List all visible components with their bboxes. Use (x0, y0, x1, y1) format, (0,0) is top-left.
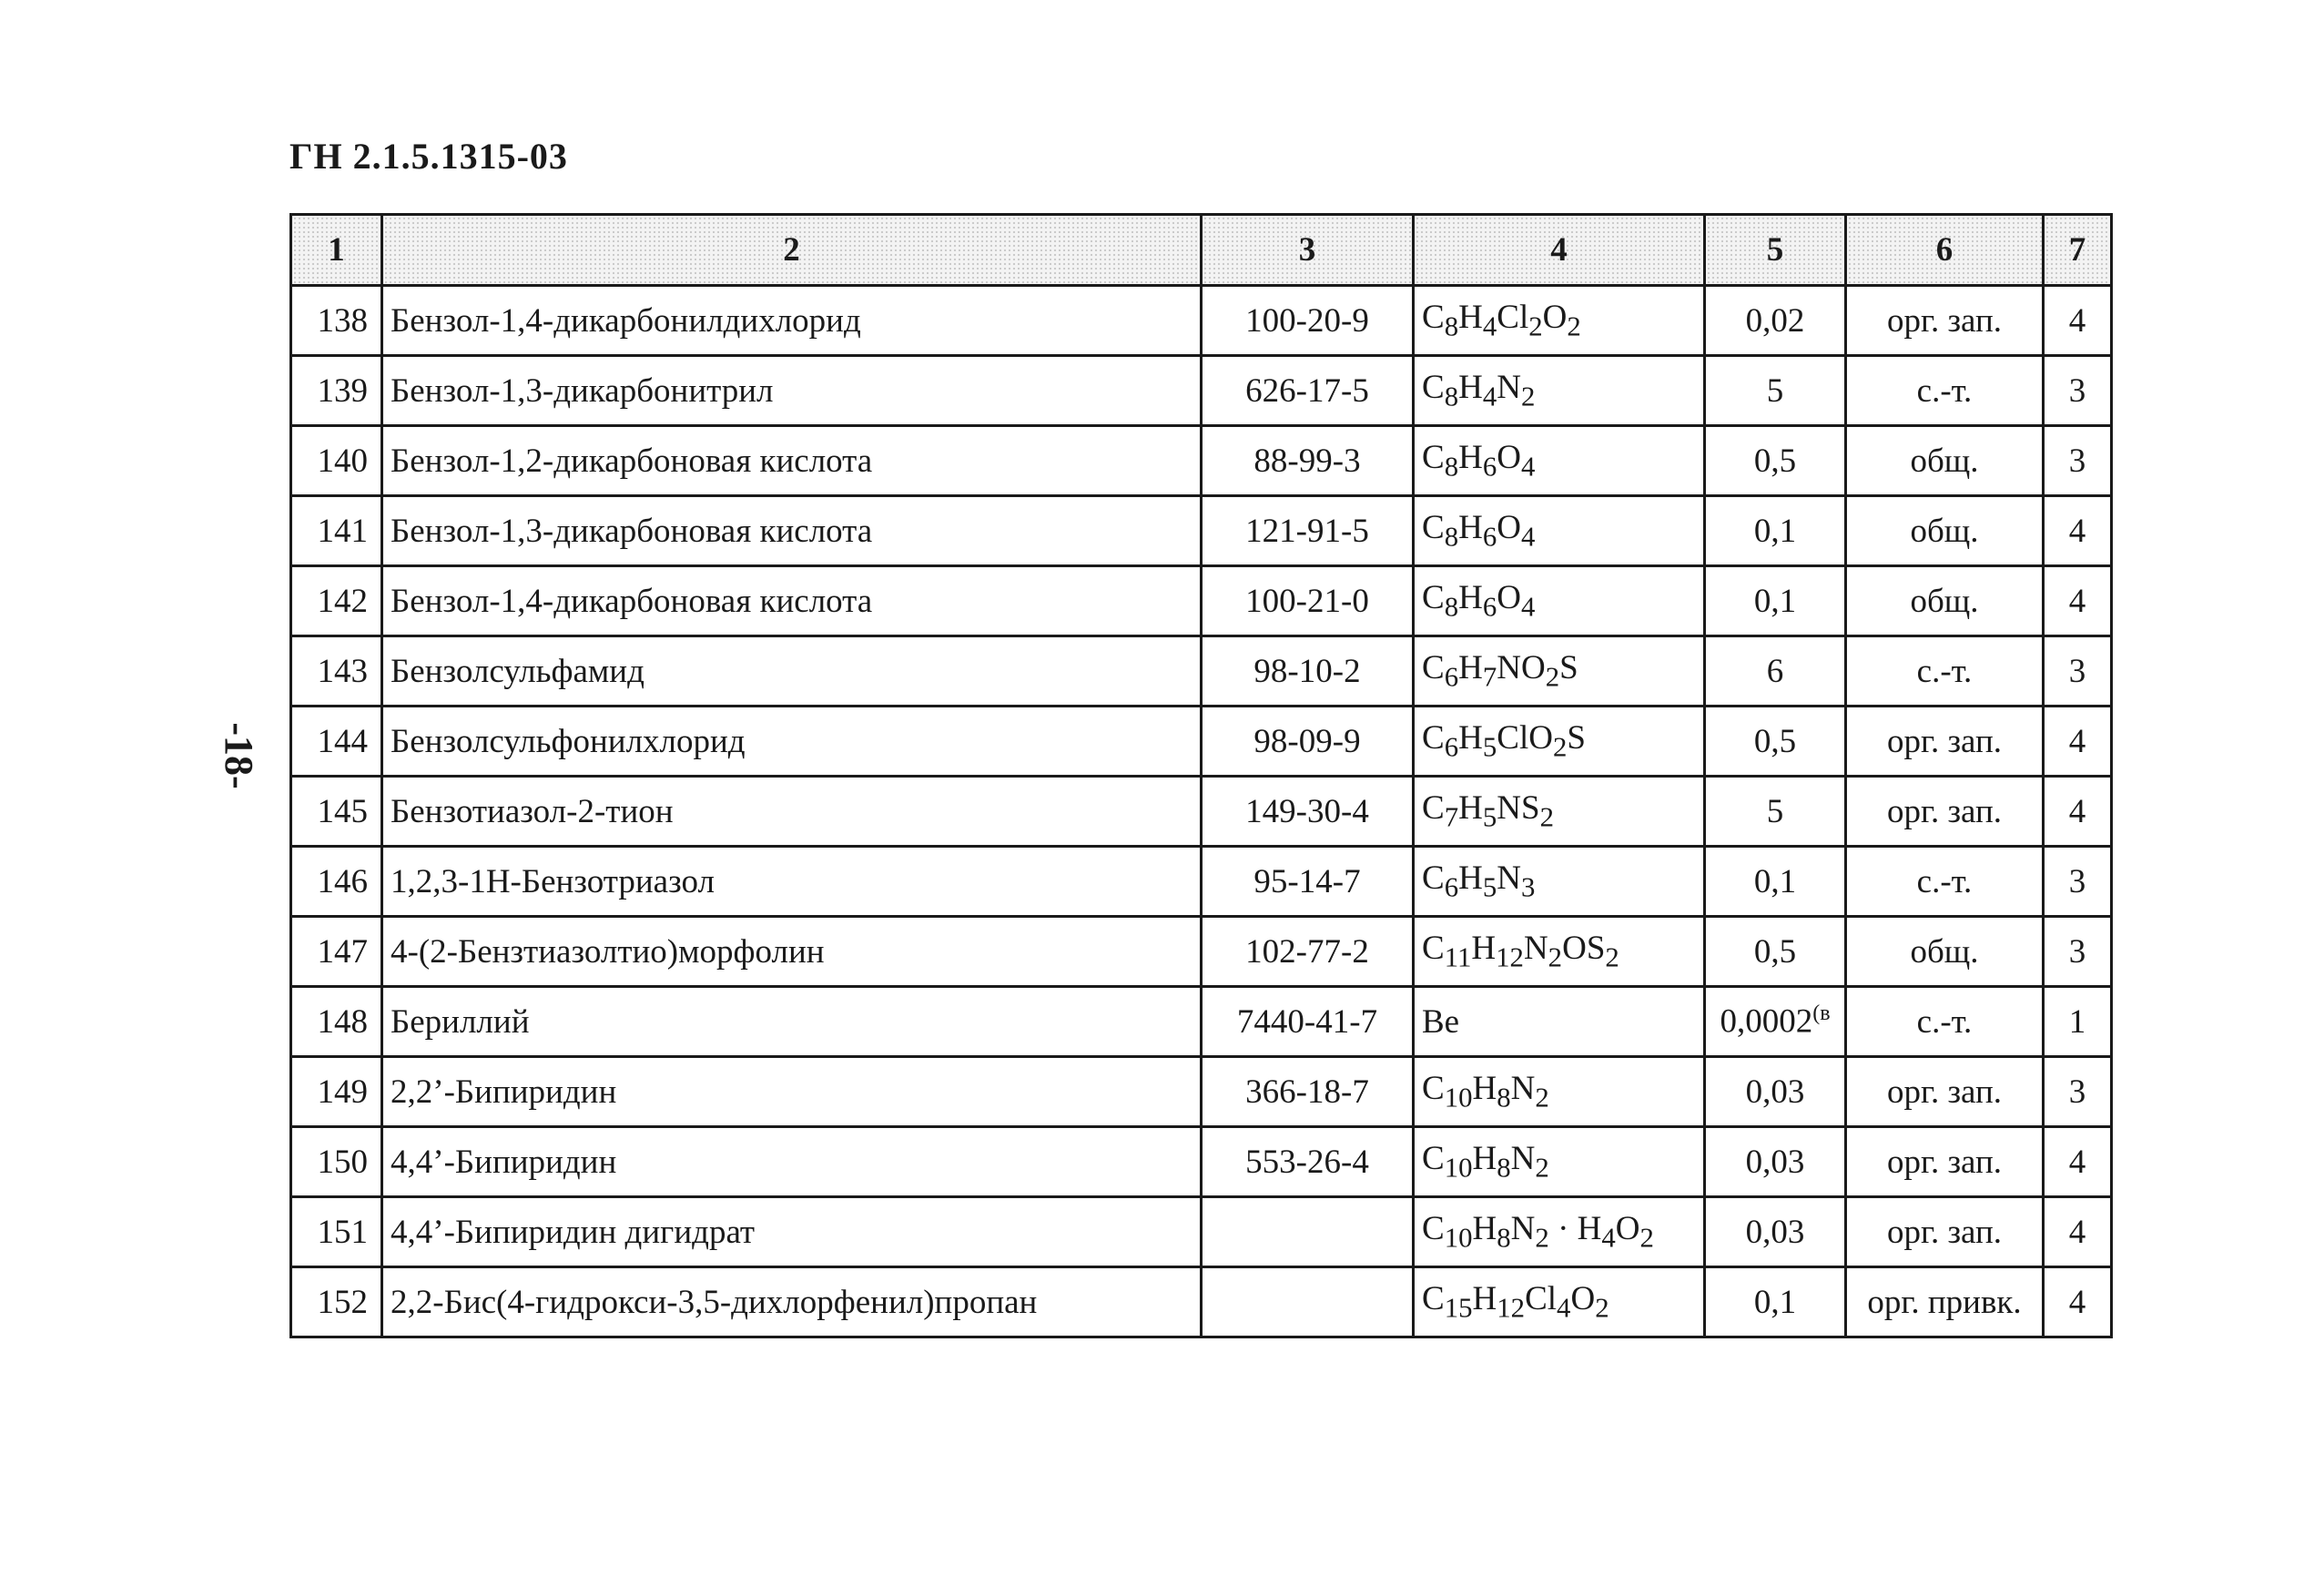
column-header: 7 (2044, 215, 2112, 286)
cas-number-cell: 7440-41-7 (1202, 987, 1414, 1057)
cas-number-cell: 149-30-4 (1202, 777, 1414, 847)
formula-cell: $C_8H_4Cl_2O_2$ (1414, 286, 1705, 356)
row-number-cell: 146 (291, 847, 382, 917)
table-row (291, 636, 2112, 707)
table-row (291, 987, 2112, 1057)
concentration-cell (1705, 917, 1846, 987)
table-row (291, 1267, 2112, 1337)
row-number-cell: 139 (291, 356, 382, 426)
column-header: 6 (1846, 215, 2044, 286)
cas-number-cell: 626-17-5 (1202, 356, 1414, 426)
concentration-value: 5 (1766, 371, 1784, 410)
table-header-row (291, 215, 2112, 286)
hazard-class-cell: 4 (2044, 777, 2112, 847)
formula-cell: $C_6H_5ClO_2S$ (1414, 707, 1705, 777)
hazard-class-cell: 4 (2044, 286, 2112, 356)
row-number-cell: 145 (291, 777, 382, 847)
row-number-cell: 152 (291, 1267, 382, 1337)
table-row (291, 1057, 2112, 1127)
row-number-cell: 142 (291, 566, 382, 636)
page-number: -18- (217, 722, 261, 789)
cas-number-cell: 366-18-7 (1202, 1057, 1414, 1127)
table-row (291, 777, 2112, 847)
substance-name-cell: Бензолсульфамид (382, 636, 1202, 707)
concentration-cell (1705, 286, 1846, 356)
substance-name-cell: Бензотиазол-2-тион (382, 777, 1202, 847)
row-number-cell: 144 (291, 707, 382, 777)
hazard-class-cell: 3 (2044, 426, 2112, 496)
hazard-indicator-cell: орг. зап. (1846, 707, 2044, 777)
hazard-class-cell: 4 (2044, 707, 2112, 777)
hazard-indicator-cell: общ. (1846, 917, 2044, 987)
concentration-value: 0,03 (1745, 1213, 1805, 1251)
row-number-cell: 147 (291, 917, 382, 987)
hazard-class-cell: 4 (2044, 1197, 2112, 1267)
hazard-indicator-cell: орг. привк. (1846, 1267, 2044, 1337)
concentration-value: 0,1 (1753, 862, 1797, 900)
concentration-value: 0,1 (1753, 582, 1797, 620)
column-header: 4 (1414, 215, 1705, 286)
row-number-cell: 150 (291, 1127, 382, 1197)
concentration-cell (1705, 1057, 1846, 1127)
table-row (291, 1197, 2112, 1267)
formula-cell: $C_{10}H_8N_2 \cdot H_4O_2$ (1414, 1197, 1705, 1267)
concentration-value: 0,1 (1753, 512, 1797, 550)
concentration-value: 0,03 (1745, 1073, 1805, 1111)
cas-number-cell (1202, 1197, 1414, 1267)
row-number-cell: 143 (291, 636, 382, 707)
hazard-indicator-cell: орг. зап. (1846, 1197, 2044, 1267)
substance-name-cell: 1,2,3-1Н-Бензотриазол (382, 847, 1202, 917)
column-header: 3 (1202, 215, 1414, 286)
concentration-cell (1705, 566, 1846, 636)
concentration-value: 0,5 (1753, 932, 1797, 971)
hazard-indicator-cell: общ. (1846, 426, 2044, 496)
table-row (291, 707, 2112, 777)
concentration-value: 5 (1766, 792, 1784, 830)
concentration-value: 0,0002 (1720, 1002, 1813, 1041)
formula-cell: $C_8H_6O_4$ (1414, 496, 1705, 566)
substance-name-cell: 2,2-Бис(4-гидрокси-3,5-дихлорфенил)пропан (382, 1267, 1202, 1337)
table-row (291, 566, 2112, 636)
concentration-value: 0,1 (1753, 1283, 1797, 1321)
document-code: ГН 2.1.5.1315-03 (289, 136, 568, 177)
hazard-class-cell: 4 (2044, 496, 2112, 566)
hazard-indicator-cell: общ. (1846, 566, 2044, 636)
column-header: 1 (291, 215, 382, 286)
hazard-indicator-cell: с.-т. (1846, 356, 2044, 426)
table-row (291, 286, 2112, 356)
hazard-class-cell: 3 (2044, 356, 2112, 426)
hazard-indicator-cell: орг. зап. (1846, 1127, 2044, 1197)
formula-cell: $C_6H_5N_3$ (1414, 847, 1705, 917)
formula-cell: $C_8H_6O_4$ (1414, 566, 1705, 636)
concentration-cell (1705, 707, 1846, 777)
concentration-cell (1705, 847, 1846, 917)
substance-name-cell: 4-(2-Бензтиазолтио)морфолин (382, 917, 1202, 987)
table-body (291, 286, 2112, 1337)
table-row (291, 1127, 2112, 1197)
hazard-class-cell: 3 (2044, 917, 2112, 987)
cas-number-cell (1202, 1267, 1414, 1337)
concentration-value: 0,03 (1745, 1143, 1805, 1181)
hazard-indicator-cell: орг. зап. (1846, 777, 2044, 847)
table-row (291, 356, 2112, 426)
hazard-class-cell: 3 (2044, 1057, 2112, 1127)
formula-cell: $C_6H_7NO_2S$ (1414, 636, 1705, 707)
cas-number-cell: 95-14-7 (1202, 847, 1414, 917)
hazard-class-cell: 3 (2044, 847, 2112, 917)
hazard-class-cell: 4 (2044, 1267, 2112, 1337)
substances-table (289, 213, 2113, 1338)
formula-cell: $C_{10}H_8N_2$ (1414, 1057, 1705, 1127)
row-number-cell: 149 (291, 1057, 382, 1127)
column-header: 5 (1705, 215, 1846, 286)
hazard-class-cell: 4 (2044, 1127, 2112, 1197)
concentration-cell (1705, 496, 1846, 566)
row-number-cell: 151 (291, 1197, 382, 1267)
concentration-cell (1705, 1267, 1846, 1337)
concentration-value: 0,5 (1753, 442, 1797, 480)
row-number-cell: 148 (291, 987, 382, 1057)
formula-cell: $C_{15}H_{12}Cl_4O_2$ (1414, 1267, 1705, 1337)
concentration-cell (1705, 777, 1846, 847)
concentration-cell (1705, 426, 1846, 496)
formula-cell: $C_8H_4N_2$ (1414, 356, 1705, 426)
table-row (291, 847, 2112, 917)
hazard-indicator-cell: с.-т. (1846, 987, 2044, 1057)
substance-name-cell: 2,2’-Бипиридин (382, 1057, 1202, 1127)
formula-cell: $C_{10}H_8N_2$ (1414, 1127, 1705, 1197)
concentration-cell (1705, 1127, 1846, 1197)
substance-name-cell: Бензол-1,4-дикарбонилдихлорид (382, 286, 1202, 356)
formula-cell: Be (1414, 987, 1705, 1057)
hazard-indicator-cell: орг. зап. (1846, 286, 2044, 356)
cas-number-cell: 553-26-4 (1202, 1127, 1414, 1197)
cas-number-cell: 98-10-2 (1202, 636, 1414, 707)
concentration-cell (1705, 636, 1846, 707)
substance-name-cell: Бензол-1,3-дикарбонитрил (382, 356, 1202, 426)
column-header: 2 (382, 215, 1202, 286)
footnote-mark: (в (1812, 1002, 1831, 1026)
row-number-cell: 138 (291, 286, 382, 356)
formula-cell: $C_7H_5NS_2$ (1414, 777, 1705, 847)
hazard-indicator-cell: орг. зап. (1846, 1057, 2044, 1127)
concentration-cell (1705, 356, 1846, 426)
cas-number-cell: 121-91-5 (1202, 496, 1414, 566)
formula-cell: $C_8H_6O_4$ (1414, 426, 1705, 496)
substance-name-cell: Бензол-1,2-дикарбоновая кислота (382, 426, 1202, 496)
cas-number-cell: 102-77-2 (1202, 917, 1414, 987)
concentration-value: 0,02 (1745, 301, 1805, 340)
hazard-indicator-cell: общ. (1846, 496, 2044, 566)
substance-name-cell: Бензол-1,4-дикарбоновая кислота (382, 566, 1202, 636)
substance-name-cell: Бензолсульфонилхлорид (382, 707, 1202, 777)
substance-name-cell: 4,4’-Бипиридин (382, 1127, 1202, 1197)
hazard-class-cell: 1 (2044, 987, 2112, 1057)
substance-name-cell: 4,4’-Бипиридин дигидрат (382, 1197, 1202, 1267)
substance-name-cell: Бензол-1,3-дикарбоновая кислота (382, 496, 1202, 566)
cas-number-cell: 100-20-9 (1202, 286, 1414, 356)
table-row (291, 496, 2112, 566)
cas-number-cell: 88-99-3 (1202, 426, 1414, 496)
concentration-value: 6 (1766, 652, 1784, 690)
row-number-cell: 140 (291, 426, 382, 496)
concentration-cell (1705, 987, 1846, 1057)
hazard-class-cell: 4 (2044, 566, 2112, 636)
concentration-cell (1705, 1197, 1846, 1267)
substance-name-cell: Бериллий (382, 987, 1202, 1057)
row-number-cell: 141 (291, 496, 382, 566)
table-row (291, 917, 2112, 987)
formula-cell: $C_{11}H_{12}N_2OS_2$ (1414, 917, 1705, 987)
hazard-class-cell: 3 (2044, 636, 2112, 707)
hazard-indicator-cell: с.-т. (1846, 636, 2044, 707)
cas-number-cell: 100-21-0 (1202, 566, 1414, 636)
cas-number-cell: 98-09-9 (1202, 707, 1414, 777)
concentration-value: 0,5 (1753, 722, 1797, 760)
hazard-indicator-cell: с.-т. (1846, 847, 2044, 917)
table-row (291, 426, 2112, 496)
